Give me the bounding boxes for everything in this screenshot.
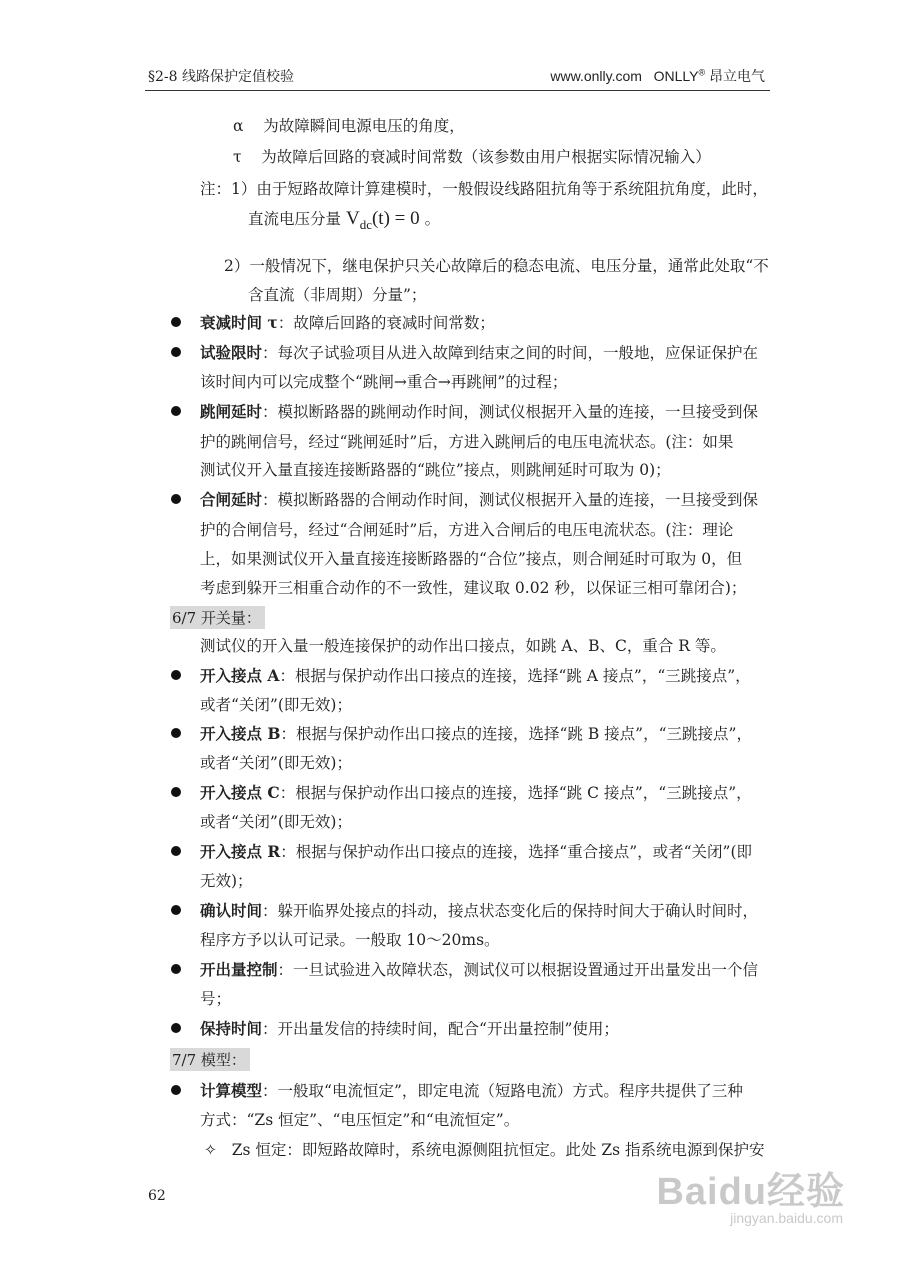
input-b-text: ：根据与保护动作出口接点的连接，选择“跳 B 接点”，“三跳接点”， [280, 725, 752, 743]
bullet-icon [171, 905, 181, 915]
trial-limit-term: 试验限时 [200, 343, 263, 362]
watermark-url: jingyan.baidu.com [730, 1210, 843, 1226]
bullet-icon [171, 670, 181, 680]
close-delay-item [200, 488, 758, 510]
note1-prefix: 直流电压分量 [248, 210, 342, 228]
note1-line2 [248, 207, 440, 233]
decay-time-term: 衰减时间 τ [200, 313, 278, 332]
tau-line [233, 145, 711, 167]
confirm-time-text: ：躲开临界处接点的抖动，接点状态变化后的保持时间大于确认时间时， [262, 902, 759, 920]
header-company: 昂立电气 [709, 69, 765, 85]
hold-time-text: ：开出量发信的持续时间，配合“开出量控制”使用； [262, 1020, 619, 1038]
bullet-icon [171, 347, 181, 357]
watermark-logo: Baidu经验 [656, 1171, 845, 1213]
bullet-icon [171, 787, 181, 797]
header-section-title: §2-8 线路保护定值校验 [148, 69, 294, 85]
bullet-icon [171, 964, 181, 974]
output-control-term: 开出量控制 [200, 960, 278, 979]
bullet-icon [171, 1085, 181, 1095]
section-model-heading: 7/7 模型： [170, 1048, 250, 1071]
input-a-line2: 或者“关闭”(即无效)； [200, 696, 352, 714]
input-r-text: ：根据与保护动作出口接点的连接，选择“重合接点”，或者“关闭”(即 [280, 843, 753, 861]
trip-delay-line3: 测试仪开入量直接连接断路器的“跳位”接点，则跳闸延时可取为 0)； [200, 461, 671, 479]
input-c-line2: 或者“关闭”(即无效)； [200, 813, 352, 831]
note2-line1: 2）一般情况下，继电保护只关心故障后的稳态电流、电压分量，通常此处取“不 [224, 257, 769, 275]
close-delay-term: 合闸延时 [200, 490, 263, 509]
output-control-text: ：一旦试验进入故障状态，测试仪可以根据设置通过开出量发出一个信 [277, 961, 759, 979]
output-control-item [200, 958, 758, 980]
bullet-icon [171, 317, 181, 327]
bullet-icon [171, 406, 181, 416]
input-b-line2: 或者“关闭”(即无效)； [200, 754, 352, 772]
bullet-icon [171, 494, 181, 504]
alpha-symbol: α [233, 117, 244, 135]
input-c-text: ：根据与保护动作出口接点的连接，选择“跳 C 接点”，“三跳接点”， [279, 784, 752, 802]
alpha-line [233, 114, 465, 136]
confirm-time-line2: 程序方予以认可记录。一般取 10～20ms。 [200, 931, 500, 949]
note1-line1: 注：1）由于短路故障计算建模时，一般假设线路阻抗角等于系统阻抗角度，此时， [200, 180, 768, 198]
close-delay-line3: 上，如果测试仪开入量直接连接断路器的“合位”接点，则合闸延时可取为 0，但 [200, 550, 743, 568]
output-control-line2: 号； [200, 990, 232, 1008]
close-delay-text: ：模拟断路器的合闸动作时间，测试仪根据开入量的连接，一旦接受到保 [262, 491, 759, 509]
confirm-time-item [200, 899, 758, 921]
input-r-line2: 无效)； [200, 872, 253, 890]
calc-model-text: ：一般取“电流恒定”，即定电流（短路电流）方式。程序共提供了三种 [262, 1082, 743, 1100]
note2-line2: 含直流（非周期）分量”； [248, 286, 427, 304]
input-c-term: 开入接点 C [200, 783, 280, 802]
header-divider [145, 90, 770, 91]
trial-limit-text: ：每次子试验项目从进入故障到结束之间的时间，一般地，应保证保护在 [262, 344, 759, 362]
bullet-icon [171, 1023, 181, 1033]
zs-text: Zs 恒定：即短路故障时，系统电源侧阻抗恒定。此处 Zs 指系统电源到保护安 [231, 1141, 765, 1159]
calc-model-term: 计算模型 [200, 1081, 263, 1100]
input-a-item [200, 664, 751, 686]
tau-symbol: τ [233, 148, 242, 166]
baidu-watermark [656, 1160, 845, 1226]
alpha-text: 为故障瞬间电源电压的角度， [263, 117, 465, 135]
bullet-icon [171, 846, 181, 856]
decay-time-item [200, 311, 495, 333]
tau-text: 为故障后回路的衰减时间常数（该参数由用户根据实际情况输入） [261, 148, 711, 166]
switch-intro: 测试仪的开入量一般连接保护的动作出口接点，如跳 A、B、C，重合 R 等。 [200, 637, 726, 655]
header-brand [550, 66, 765, 86]
calc-model-item [200, 1079, 743, 1101]
input-b-item [200, 722, 752, 744]
zs-item [204, 1138, 765, 1160]
confirm-time-term: 确认时间 [200, 901, 263, 920]
trial-limit-item [200, 341, 758, 363]
bullet-icon [171, 728, 181, 738]
header-site: www.onlly.com [550, 68, 642, 84]
trip-delay-text: ：模拟断路器的跳闸动作时间，测试仪根据开入量的连接，一旦接受到保 [262, 403, 759, 421]
input-a-text: ：根据与保护动作出口接点的连接，选择“跳 A 接点”，“三跳接点”， [279, 667, 751, 685]
registered-mark: ® [698, 67, 706, 78]
header-brand-name: ONLLY [653, 68, 699, 84]
diamond-bullet-icon: ✧ [204, 1141, 217, 1159]
page-number: 62 [148, 1188, 166, 1204]
trip-delay-item [200, 400, 758, 422]
close-delay-line2: 护的合闸信号，经过“合闸延时”后，方进入合闸后的电压电流状态。(注：理论 [200, 521, 734, 539]
calc-model-line2: 方式：“Zs 恒定”、“电压恒定”和“电流恒定”。 [200, 1111, 520, 1129]
input-a-term: 开入接点 A [200, 666, 280, 685]
input-r-item [200, 840, 752, 862]
trial-limit-line2: 该时间内可以完成整个“跳闸→重合→再跳闸”的过程； [200, 373, 568, 391]
section-switch-heading: 6/7 开关量： [170, 606, 265, 629]
hold-time-term: 保持时间 [200, 1019, 263, 1038]
close-delay-line4: 考虑到躲开三相重合动作的不一致性，建议取 0.02 秒，以保证三相可靠闭合)； [200, 579, 747, 597]
input-c-item [200, 781, 752, 803]
dc-voltage-formula: $V_{dc}(t) = 0$ [345, 208, 420, 232]
hold-time-item [200, 1017, 619, 1039]
note1-suffix: 。 [424, 210, 441, 228]
trip-delay-term: 跳闸延时 [200, 402, 263, 421]
input-r-term: 开入接点 R [200, 842, 281, 861]
input-b-term: 开入接点 B [200, 724, 281, 743]
trip-delay-line2: 护的跳闸信号，经过“跳闸延时”后，方进入跳闸后的电压电流状态。(注：如果 [200, 433, 734, 451]
decay-time-text: ：故障后回路的衰减时间常数； [277, 314, 495, 332]
